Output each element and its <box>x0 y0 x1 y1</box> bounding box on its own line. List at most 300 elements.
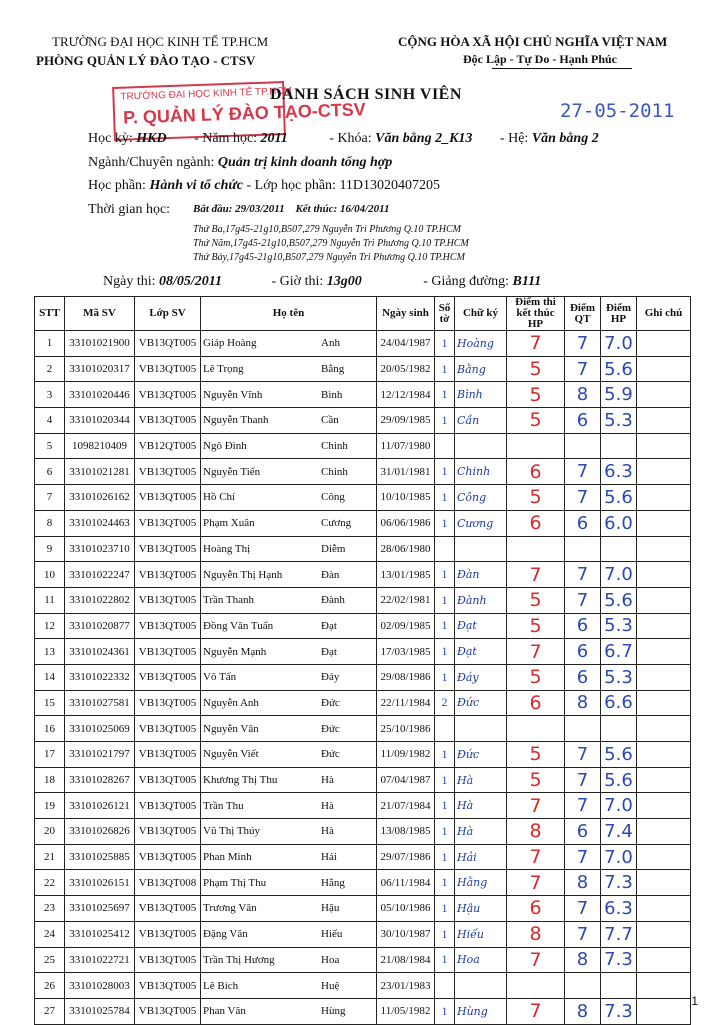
birthdate-cell: 21/08/1984 <box>377 947 435 973</box>
surname: Nguyễn Văn <box>203 722 259 735</box>
signature-cell: Công <box>455 485 507 511</box>
note-cell <box>637 664 691 690</box>
giang-duong-label: - Giảng đường: <box>423 274 510 289</box>
full-name-cell <box>201 613 377 639</box>
exam-score-cell: 5 <box>507 587 565 613</box>
class-cell: VB13QT005 <box>135 331 201 357</box>
note-cell <box>637 998 691 1024</box>
hoc-ky-label: Học kỳ: <box>88 131 133 146</box>
note-cell <box>637 613 691 639</box>
exam-score-cell: 7 <box>507 793 565 819</box>
surname: Nguyễn Anh <box>203 696 259 709</box>
stt-cell: 7 <box>35 485 65 511</box>
nam-hoc-label: - Năm học: <box>194 131 258 146</box>
table-row <box>35 998 691 1024</box>
surname: Vũ Thị Thúy <box>203 825 261 838</box>
exam-score-cell: 5 <box>507 767 565 793</box>
given-name: Hà <box>321 774 334 787</box>
surname: Đồng Văn Tuấn <box>203 619 274 632</box>
stt-cell: 3 <box>35 382 65 408</box>
given-name: Cần <box>321 414 339 427</box>
note-cell <box>637 536 691 562</box>
surname: Phạm Xuân <box>203 517 255 530</box>
full-name-cell <box>201 536 377 562</box>
signature-cell <box>455 973 507 999</box>
term-line <box>88 131 599 147</box>
note-cell <box>637 742 691 768</box>
signature-cell: Đạt <box>455 613 507 639</box>
full-name-cell <box>201 870 377 896</box>
gio-thi: 13g00 <box>326 274 362 289</box>
student-id-cell: 33101021900 <box>65 331 135 357</box>
signature-cell: Hoàng <box>455 331 507 357</box>
full-name-cell <box>201 587 377 613</box>
school-name: TRƯỜNG ĐẠI HỌC KINH TẾ TP.HCM <box>52 34 269 49</box>
birthdate-cell: 10/10/1985 <box>377 485 435 511</box>
full-name-cell <box>201 408 377 434</box>
surname: Nguyễn Viết <box>203 748 259 761</box>
note-cell <box>637 973 691 999</box>
birthdate-cell: 11/07/1980 <box>377 433 435 459</box>
course-score-cell: 5.3 <box>601 664 637 690</box>
table-row <box>35 587 691 613</box>
national-title: CỘNG HÒA XÃ HỘI CHỦ NGHĨA VIỆT NAM <box>398 34 668 49</box>
course-score-cell: 6.3 <box>601 459 637 485</box>
surname: Phan Văn <box>203 1005 246 1018</box>
exam-score-cell: 5 <box>507 382 565 408</box>
process-score-cell: 8 <box>565 690 601 716</box>
signature-cell: Đáy <box>455 664 507 690</box>
student-id-cell: 33101028267 <box>65 767 135 793</box>
table-row <box>35 459 691 485</box>
course-score-cell: 5.6 <box>601 587 637 613</box>
stt-cell: 17 <box>35 742 65 768</box>
signature-cell: Chinh <box>455 459 507 485</box>
surname: Phan Minh <box>203 851 252 864</box>
birthdate-cell: 31/01/1981 <box>377 459 435 485</box>
exam-score-cell: 5 <box>507 664 565 690</box>
hoc-ky: HKD <box>136 131 167 146</box>
student-id-cell: 33101023710 <box>65 536 135 562</box>
motto-underline <box>492 68 632 69</box>
table-row <box>35 947 691 973</box>
student-id-cell: 33101024361 <box>65 639 135 665</box>
surname: Nguyễn Thanh <box>203 414 269 427</box>
note-cell <box>637 639 691 665</box>
column-header: Ghi chú <box>637 297 691 331</box>
process-score-cell: 7 <box>565 331 601 357</box>
student-id-cell: 33101020317 <box>65 356 135 382</box>
note-cell <box>637 408 691 434</box>
note-cell <box>637 793 691 819</box>
given-name: Hà <box>321 825 334 838</box>
surname: Võ Tấn <box>203 671 237 684</box>
time-range <box>193 203 390 215</box>
student-id-cell: 33101024463 <box>65 510 135 536</box>
exam-score-cell <box>507 973 565 999</box>
stt-cell: 1 <box>35 331 65 357</box>
student-table <box>34 296 691 1025</box>
exam-score-cell: 5 <box>507 742 565 768</box>
table-row <box>35 844 691 870</box>
birthdate-cell: 05/10/1986 <box>377 896 435 922</box>
process-score-cell: 6 <box>565 408 601 434</box>
note-cell <box>637 459 691 485</box>
birthdate-cell: 06/11/1984 <box>377 870 435 896</box>
student-id-cell: 33101025697 <box>65 896 135 922</box>
given-name: Đành <box>321 594 345 607</box>
sheets-cell: 1 <box>435 742 455 768</box>
class-cell: VB13QT005 <box>135 536 201 562</box>
course-score-cell: 7.0 <box>601 793 637 819</box>
process-score-cell: 7 <box>565 356 601 382</box>
start-date: Bắt đầu: 29/03/2011 <box>193 203 285 215</box>
sheets-cell: 1 <box>435 998 455 1024</box>
student-id-cell: 33101020877 <box>65 613 135 639</box>
he-label: - Hệ: <box>499 131 529 146</box>
student-id-cell: 1098210409 <box>65 433 135 459</box>
course-score-cell: 7.0 <box>601 562 637 588</box>
process-score-cell: 6 <box>565 819 601 845</box>
course-score-cell: 6.3 <box>601 896 637 922</box>
course-score-cell: 5.9 <box>601 382 637 408</box>
schedule-line: Thứ Năm,17g45-21g10,B507,279 Nguyễn Tri Phương Q.10 TP.HCM <box>193 238 469 249</box>
course-line <box>88 178 440 194</box>
process-score-cell: 6 <box>565 510 601 536</box>
class-cell: VB13QT005 <box>135 716 201 742</box>
signature-cell <box>455 433 507 459</box>
class-cell: VB13QT005 <box>135 947 201 973</box>
table-row <box>35 613 691 639</box>
signature-cell: Cương <box>455 510 507 536</box>
process-score-cell: 8 <box>565 870 601 896</box>
column-header: Số tờ <box>435 297 455 331</box>
signature-cell: Đành <box>455 587 507 613</box>
given-name: Chinh <box>321 440 348 453</box>
process-score-cell: 7 <box>565 485 601 511</box>
given-name: Hậu <box>321 902 340 915</box>
birthdate-cell: 17/03/1985 <box>377 639 435 665</box>
note-cell <box>637 485 691 511</box>
stt-cell: 14 <box>35 664 65 690</box>
given-name: Chinh <box>321 465 348 478</box>
stt-cell: 11 <box>35 587 65 613</box>
birthdate-cell: 22/02/1981 <box>377 587 435 613</box>
column-header: Điểm HP <box>601 297 637 331</box>
given-name: Hùng <box>321 1005 346 1018</box>
given-name: Đáy <box>321 671 340 684</box>
exam-score-cell: 6 <box>507 459 565 485</box>
table-row <box>35 562 691 588</box>
table-row <box>35 793 691 819</box>
full-name-cell <box>201 331 377 357</box>
stt-cell: 20 <box>35 819 65 845</box>
student-id-cell: 33101025784 <box>65 998 135 1024</box>
class-cell: VB13QT005 <box>135 767 201 793</box>
student-id-cell: 33101025885 <box>65 844 135 870</box>
sheets-cell: 1 <box>435 331 455 357</box>
exam-score-cell: 8 <box>507 921 565 947</box>
signature-cell: Hà <box>455 767 507 793</box>
birthdate-cell: 21/07/1984 <box>377 793 435 819</box>
signature-cell: Bình <box>455 382 507 408</box>
student-id-cell: 33101025069 <box>65 716 135 742</box>
class-cell: VB13QT005 <box>135 793 201 819</box>
birthdate-cell: 29/08/1986 <box>377 664 435 690</box>
sheets-cell: 1 <box>435 819 455 845</box>
signature-cell: Bằng <box>455 356 507 382</box>
stt-cell: 12 <box>35 613 65 639</box>
full-name-cell <box>201 947 377 973</box>
schedule-line: Thứ Bảy,17g45-21g10,B507,279 Nguyễn Tri Phương Q.10 TP.HCM <box>193 252 465 263</box>
major-line <box>88 155 392 171</box>
giang-duong: B111 <box>512 274 542 289</box>
surname: Nguyễn Vĩnh <box>203 388 263 401</box>
process-score-cell: 8 <box>565 382 601 408</box>
student-id-cell: 33101028003 <box>65 973 135 999</box>
signature-cell <box>455 716 507 742</box>
course-score-cell <box>601 536 637 562</box>
national-motto: Độc Lập - Tự Do - Hạnh Phúc <box>463 52 618 66</box>
stt-cell: 19 <box>35 793 65 819</box>
surname: Nguyễn Tiến <box>203 465 261 478</box>
exam-score-cell: 5 <box>507 485 565 511</box>
stt-cell: 15 <box>35 690 65 716</box>
birthdate-cell: 11/05/1982 <box>377 998 435 1024</box>
course-score-cell: 5.6 <box>601 485 637 511</box>
birthdate-cell: 24/04/1987 <box>377 331 435 357</box>
sheets-cell: 1 <box>435 767 455 793</box>
class-cell: VB13QT005 <box>135 664 201 690</box>
course-score-cell: 7.0 <box>601 844 637 870</box>
table-row <box>35 382 691 408</box>
stt-cell: 8 <box>35 510 65 536</box>
note-cell <box>637 690 691 716</box>
note-cell <box>637 382 691 408</box>
full-name-cell <box>201 896 377 922</box>
class-cell: VB12QT005 <box>135 433 201 459</box>
signature-cell: Hải <box>455 844 507 870</box>
table-row <box>35 690 691 716</box>
surname: Trương Văn <box>203 902 257 915</box>
exam-score-cell: 7 <box>507 998 565 1024</box>
class-cell: VB13QT005 <box>135 587 201 613</box>
lop-hp: 11D13020407205 <box>339 178 441 193</box>
given-name: Đức <box>321 722 340 735</box>
surname: Khương Thị Thu <box>203 774 278 787</box>
birthdate-cell: 20/05/1982 <box>377 356 435 382</box>
stt-cell: 16 <box>35 716 65 742</box>
birthdate-cell: 29/07/1986 <box>377 844 435 870</box>
signature-cell: Hà <box>455 819 507 845</box>
sheets-cell: 1 <box>435 793 455 819</box>
process-score-cell: 8 <box>565 998 601 1024</box>
handwritten-date: 27-05-2011 <box>560 100 675 122</box>
stt-cell: 6 <box>35 459 65 485</box>
signature-cell <box>455 536 507 562</box>
birthdate-cell: 29/09/1985 <box>377 408 435 434</box>
full-name-cell <box>201 742 377 768</box>
column-header: STT <box>35 297 65 331</box>
note-cell <box>637 356 691 382</box>
birthdate-cell: 06/06/1986 <box>377 510 435 536</box>
exam-score-cell: 6 <box>507 690 565 716</box>
stt-cell: 18 <box>35 767 65 793</box>
table-row <box>35 485 691 511</box>
table-row <box>35 973 691 999</box>
class-cell: VB13QT005 <box>135 613 201 639</box>
table-row <box>35 767 691 793</box>
course-score-cell: 7.3 <box>601 947 637 973</box>
course-score-cell: 6.0 <box>601 510 637 536</box>
exam-score-cell: 6 <box>507 896 565 922</box>
full-name-cell <box>201 382 377 408</box>
course-score-cell: 7.3 <box>601 998 637 1024</box>
process-score-cell: 7 <box>565 742 601 768</box>
hoc-phan: Hành vi tổ chức <box>149 178 243 193</box>
note-cell <box>637 819 691 845</box>
schedule-line: Thứ Ba,17g45-21g10,B507,279 Nguyễn Tri Phương Q.10 TP.HCM <box>193 224 462 235</box>
table-row <box>35 510 691 536</box>
class-cell: VB13QT005 <box>135 921 201 947</box>
process-score-cell: 7 <box>565 767 601 793</box>
exam-score-cell: 7 <box>507 562 565 588</box>
table-row <box>35 433 691 459</box>
exam-score-cell <box>507 716 565 742</box>
table-row <box>35 639 691 665</box>
table-row <box>35 896 691 922</box>
given-name: Diễm <box>321 542 346 555</box>
process-score-cell: 6 <box>565 613 601 639</box>
column-header: Lớp SV <box>135 297 201 331</box>
note-cell <box>637 716 691 742</box>
sheets-cell: 1 <box>435 844 455 870</box>
surname: Trần Thanh <box>203 594 255 607</box>
full-name-cell <box>201 639 377 665</box>
process-score-cell: 7 <box>565 793 601 819</box>
course-score-cell: 7.4 <box>601 819 637 845</box>
stt-cell: 5 <box>35 433 65 459</box>
given-name: Hằng <box>321 876 345 889</box>
signature-cell: Cần <box>455 408 507 434</box>
process-score-cell <box>565 973 601 999</box>
sheets-cell <box>435 536 455 562</box>
table-row <box>35 536 691 562</box>
student-id-cell: 33101022247 <box>65 562 135 588</box>
page-title: DANH SÁCH SINH VIÊN <box>270 86 462 103</box>
stt-cell: 22 <box>35 870 65 896</box>
sheets-cell: 1 <box>435 639 455 665</box>
class-cell: VB13QT005 <box>135 459 201 485</box>
gio-thi-label: - Giờ thi: <box>271 274 324 289</box>
note-cell <box>637 562 691 588</box>
exam-score-cell: 5 <box>507 613 565 639</box>
sheets-cell: 1 <box>435 896 455 922</box>
given-name: Cương <box>321 517 352 530</box>
surname: Nguyễn Mạnh <box>203 645 267 658</box>
hoc-phan-label: Học phần: <box>88 178 146 193</box>
full-name-cell <box>201 485 377 511</box>
course-score-cell: 7.7 <box>601 921 637 947</box>
class-cell: VB13QT005 <box>135 562 201 588</box>
full-name-cell <box>201 767 377 793</box>
table-row <box>35 921 691 947</box>
nganh-label: Ngành/Chuyên ngành: <box>88 155 215 170</box>
office-name: PHÒNG QUẢN LÝ ĐÀO TẠO - CTSV <box>36 53 256 68</box>
column-header: Chữ ký <box>455 297 507 331</box>
nganh: Quản trị kinh doanh tổng hợp <box>217 155 393 170</box>
surname: Trần Thu <box>203 799 244 812</box>
process-score-cell: 7 <box>565 587 601 613</box>
given-name: Đàn <box>321 568 340 581</box>
sheets-cell: 1 <box>435 947 455 973</box>
course-score-cell: 7.0 <box>601 331 637 357</box>
note-cell <box>637 870 691 896</box>
stt-cell: 25 <box>35 947 65 973</box>
given-name: Anh <box>321 337 340 350</box>
sheets-cell: 1 <box>435 459 455 485</box>
table-row <box>35 716 691 742</box>
full-name-cell <box>201 973 377 999</box>
given-name: Hiếu <box>321 928 343 941</box>
class-cell: VB13QT005 <box>135 690 201 716</box>
signature-cell: Hùng <box>455 998 507 1024</box>
given-name: Huệ <box>321 979 340 992</box>
class-cell: VB13QT005 <box>135 639 201 665</box>
stt-cell: 23 <box>35 896 65 922</box>
full-name-cell <box>201 844 377 870</box>
full-name-cell <box>201 819 377 845</box>
exam-score-cell: 6 <box>507 510 565 536</box>
course-score-cell <box>601 973 637 999</box>
exam-score-cell: 5 <box>507 408 565 434</box>
sheets-cell: 1 <box>435 408 455 434</box>
birthdate-cell: 30/10/1987 <box>377 921 435 947</box>
birthdate-cell: 28/06/1980 <box>377 536 435 562</box>
note-cell <box>637 947 691 973</box>
exam-score-cell <box>507 433 565 459</box>
stt-cell: 4 <box>35 408 65 434</box>
stt-cell: 2 <box>35 356 65 382</box>
student-id-cell: 33101025412 <box>65 921 135 947</box>
course-score-cell: 5.6 <box>601 356 637 382</box>
table-row <box>35 742 691 768</box>
sheets-cell: 1 <box>435 613 455 639</box>
process-score-cell: 7 <box>565 921 601 947</box>
process-score-cell <box>565 716 601 742</box>
ngay-thi-label: Ngày thi: <box>103 274 156 289</box>
table-row <box>35 819 691 845</box>
full-name-cell <box>201 716 377 742</box>
sheets-cell <box>435 716 455 742</box>
process-score-cell: 6 <box>565 639 601 665</box>
exam-score-cell <box>507 536 565 562</box>
process-score-cell: 7 <box>565 459 601 485</box>
surname: Lê Bích <box>203 979 239 992</box>
page-number: 1 <box>691 994 698 1008</box>
column-header: Điểm thi kết thúc HP <box>507 297 565 331</box>
table-row <box>35 356 691 382</box>
note-cell <box>637 921 691 947</box>
stt-cell: 9 <box>35 536 65 562</box>
student-id-cell: 33101022802 <box>65 587 135 613</box>
process-score-cell: 8 <box>565 947 601 973</box>
time-label: Thời gian học: <box>88 202 171 217</box>
student-id-cell: 33101027581 <box>65 690 135 716</box>
end-date: Kết thúc: 16/04/2011 <box>295 203 390 215</box>
student-id-cell: 33101026826 <box>65 819 135 845</box>
student-id-cell: 33101021281 <box>65 459 135 485</box>
